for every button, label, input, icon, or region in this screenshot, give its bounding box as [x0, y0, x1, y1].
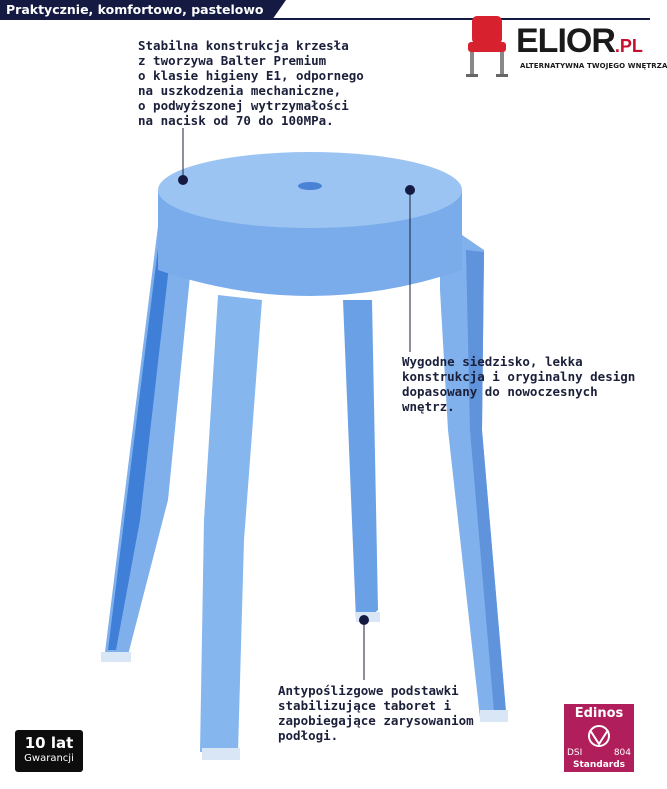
callout-bottom-dot	[359, 615, 369, 625]
callout-right-dot	[405, 185, 415, 195]
edinos-badge	[564, 704, 634, 772]
warranty-badge	[15, 730, 83, 772]
warranty-label: Gwarancji	[24, 753, 74, 764]
edinos-emblem-icon	[579, 724, 619, 748]
edinos-standards: Standards	[572, 760, 626, 770]
callout-seat-text: Wygodne siedzisko, lekka konstrukcja i oryginalny design dopasowany do nowoczesnych wnętrz.	[402, 354, 636, 414]
stool-front-leg	[200, 295, 262, 752]
logo-tagline: ALTERNATYWNA TWOJEGO WNĘTRZA	[520, 62, 667, 70]
page-title: Praktycznie, komfortowo, pastelowo	[0, 0, 272, 20]
callout-top-dot	[178, 175, 188, 185]
stool-left-foot	[101, 652, 131, 662]
edinos-dsi: DSI	[567, 748, 583, 758]
stool-right-foot	[480, 710, 508, 722]
edinos-title: Edinos	[574, 706, 624, 721]
logo-brand-text: ELIOR.PL	[516, 22, 643, 60]
warranty-years: 10 lat	[24, 734, 74, 752]
stool-seat-hole	[298, 182, 322, 190]
stool-front-foot	[202, 748, 240, 760]
callout-construction-text: Stabilna konstrukcja krzesła z tworzywa Balter Premium o klasie higieny E1, odpornego na uszkodzenia mechaniczne, o podwyższonej wytrzymałości na nacisk od 70 do 100MPa.	[138, 38, 364, 128]
edinos-number: 804	[613, 748, 631, 758]
callout-feet-text: Antypoślizgowe podstawki stabilizujące taboret i zapobiegające zarysowaniom podłogi.	[278, 683, 474, 743]
stool-back-leg	[343, 300, 378, 620]
